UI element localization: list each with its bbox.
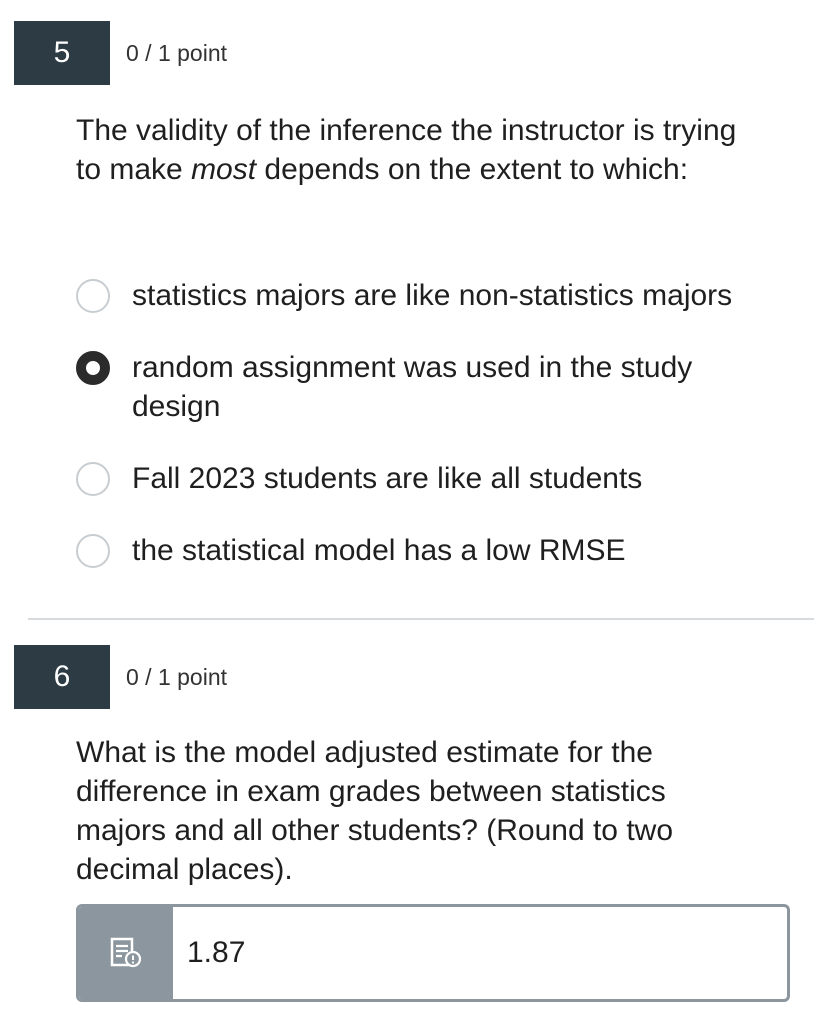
option-label[interactable]: random assignment was used in the study design: [132, 351, 693, 423]
question-text-part: depends on the extent to which:: [256, 153, 689, 186]
question-points: 0 / 1 point: [126, 663, 228, 690]
radio-button[interactable]: [76, 279, 110, 313]
option-label[interactable]: statistics majors are like non-statistics majors: [132, 279, 733, 312]
option-label[interactable]: Fall 2023 students are like all students: [132, 462, 643, 495]
question-points: 0 / 1 point: [126, 39, 228, 66]
answer-value[interactable]: 1.87: [187, 936, 246, 969]
question-text-emphasis: most: [191, 153, 257, 186]
answer-status-cell: [79, 907, 173, 999]
question-text-part: The validity of the inference the instructor is trying to make: [76, 114, 737, 186]
radio-button[interactable]: [76, 462, 110, 496]
answer-option-2[interactable]: [76, 348, 776, 426]
question-5-text: [76, 111, 756, 189]
question-6-text: What is the model adjusted estimate for the difference in exam grades between statistics majors and all other students? (Round to two decimal places).: [76, 736, 673, 886]
question-divider: [28, 618, 814, 620]
answer-option-4[interactable]: [76, 531, 776, 570]
option-label[interactable]: the statistical model has a low RMSE: [132, 534, 626, 567]
numeric-answer-field[interactable]: [76, 904, 790, 1002]
answer-option-3[interactable]: [76, 459, 776, 498]
question-5-header: [14, 21, 227, 85]
answer-option-1[interactable]: [76, 276, 776, 315]
question-number: 5: [14, 21, 110, 85]
radio-button-selected[interactable]: [76, 351, 110, 385]
question-number: 6: [14, 645, 110, 709]
question-6-header: [14, 645, 227, 709]
incorrect-answer-icon: [109, 936, 143, 970]
radio-button[interactable]: [76, 534, 110, 568]
